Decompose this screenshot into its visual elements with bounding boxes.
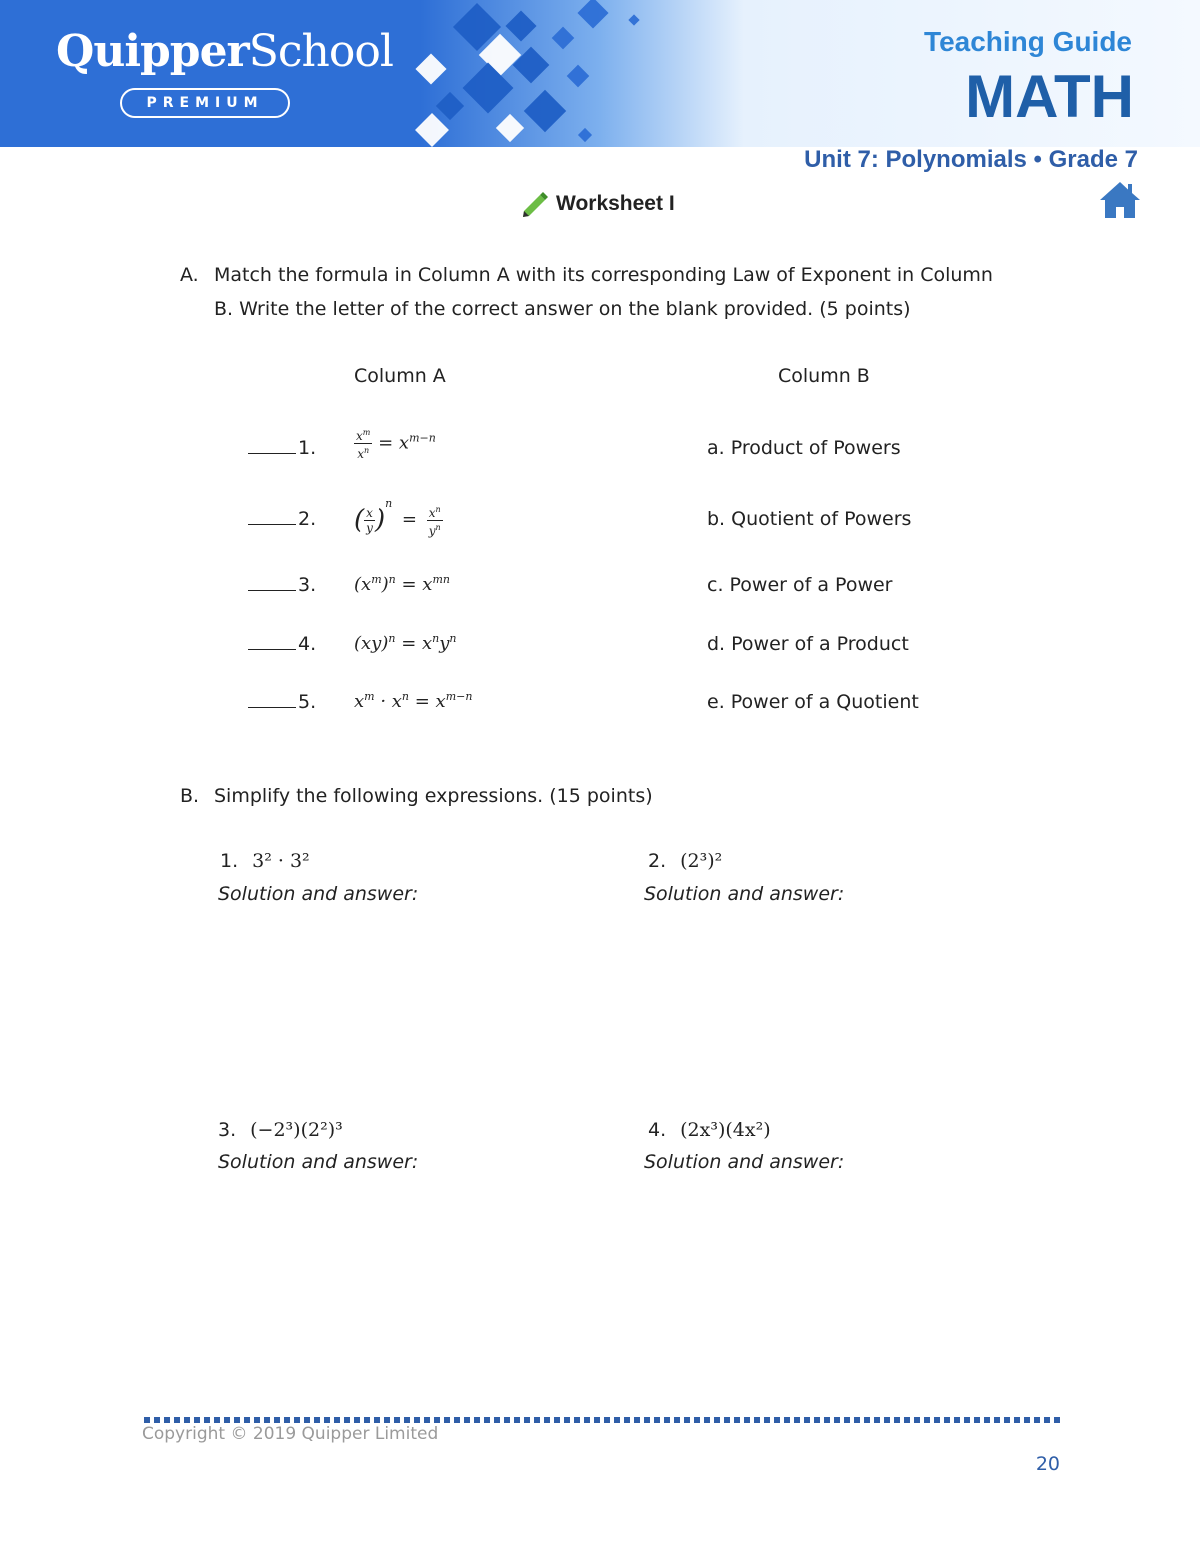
column-a-header: Column A (354, 365, 446, 387)
solution-label-1: Solution and answer: (218, 883, 419, 905)
unit-grade-label: Unit 7: Polynomials • Grade 7 (804, 146, 1138, 173)
problem-2: 2. (2³)² (648, 850, 723, 872)
law-option-b: b. Quotient of Powers (707, 508, 912, 530)
formula-1: $\frac{x^m}{x^n}$ = $x^{m-n}$ (356, 428, 436, 461)
section-a-instruction (180, 258, 1060, 326)
law-option-e: e. Power of a Quotient (707, 691, 919, 713)
formula-3: $(x^m)^n = x^{mn}$ (354, 573, 450, 595)
copyright-text: Copyright © 2019 Quipper Limited (142, 1424, 439, 1444)
section-b-letter: B. (180, 785, 200, 807)
problem-4: 4. (2x³)(4x²) (648, 1119, 771, 1141)
column-b-header: Column B (778, 365, 870, 387)
section-a-letter: A. (180, 264, 199, 286)
brand-logo: QuipperSchool (56, 26, 393, 77)
answer-blank-2[interactable] (248, 524, 296, 525)
match-item-5-number: 5. (248, 691, 316, 713)
formula-4: $(xy)^n = x^ny^n$ (354, 632, 457, 654)
match-item-2-number: 2. (248, 508, 316, 530)
section-a-line1: Match the formula in Column A with its corresponding Law of Exponent in Column (214, 264, 993, 286)
diamond-pattern-decoration (400, 0, 660, 147)
law-option-d: d. Power of a Product (707, 633, 909, 655)
subject-title: MATH (965, 63, 1134, 130)
answer-blank-4[interactable] (248, 649, 296, 650)
solution-label-3: Solution and answer: (218, 1151, 419, 1173)
solution-label-2: Solution and answer: (644, 883, 845, 905)
law-option-c: c. Power of a Power (707, 574, 893, 596)
worksheet-title (520, 188, 675, 220)
answer-blank-5[interactable] (248, 707, 296, 708)
home-icon[interactable] (1098, 180, 1142, 220)
teaching-guide-label: Teaching Guide (924, 26, 1132, 57)
match-item-3-number: 3. (248, 574, 316, 596)
worksheet-title-text: Worksheet I (556, 192, 675, 215)
problem-3: 3. (−2³)(2²)³ (218, 1119, 343, 1141)
section-b-instruction (180, 779, 653, 813)
answer-blank-3[interactable] (248, 590, 296, 591)
match-item-1-number: 1. (248, 437, 316, 459)
page-number: 20 (1035, 1453, 1060, 1475)
footer-dotted-divider (144, 1416, 1060, 1424)
header-banner (0, 0, 1200, 147)
match-item-4-number: 4. (248, 633, 316, 655)
premium-badge: PREMIUM (120, 88, 290, 118)
solution-label-4: Solution and answer: (644, 1151, 845, 1173)
formula-5: $x^m \cdot x^n = x^{m-n}$ (354, 690, 473, 712)
section-a-line2: B. Write the letter of the correct answer on the blank provided. (5 points) (214, 298, 911, 320)
problem-1: 1. 3² · 3² (220, 850, 310, 872)
answer-blank-1[interactable] (248, 453, 296, 454)
formula-2: ( $\frac{x}{y}$ )$^n$ = $\frac{x^n}{y^n}$ (354, 497, 441, 538)
pencil-icon (520, 191, 550, 217)
law-option-a: a. Product of Powers (707, 437, 901, 459)
section-b-text: Simplify the following expressions. (15 points) (214, 785, 653, 807)
